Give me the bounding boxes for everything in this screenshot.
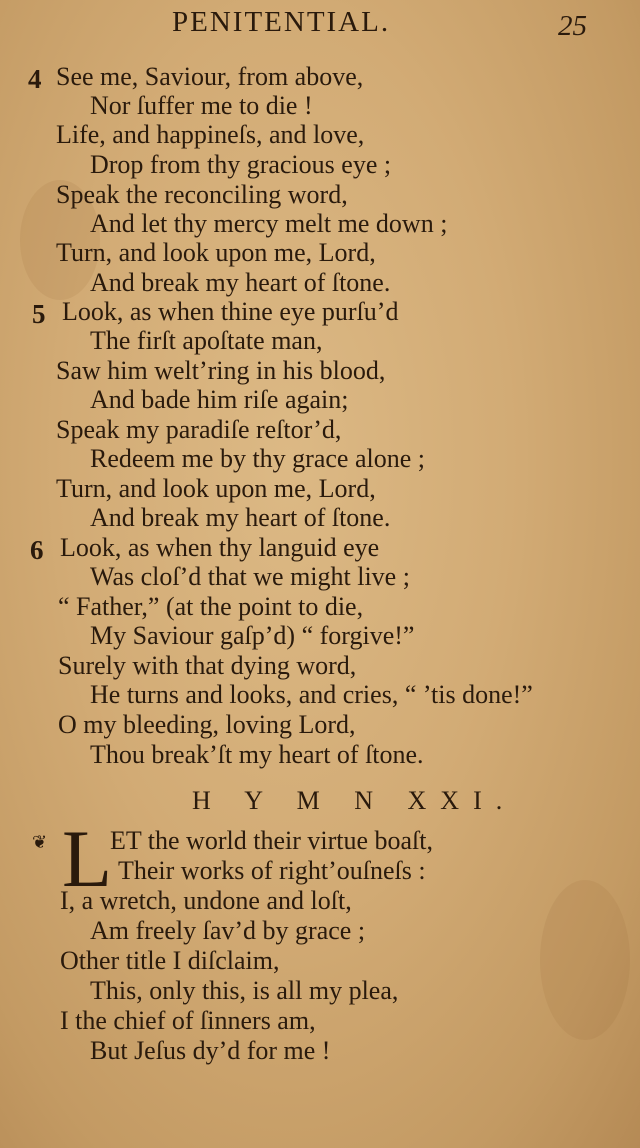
verse-line: Look, as when thy languid eye (60, 533, 380, 562)
stanza-number: 6 (30, 535, 44, 565)
verse-line: Was cloſ’d that we might live ; (90, 562, 410, 591)
verse-line: Life, and happineſs, and love, (56, 120, 365, 149)
hymn-title: H Y M N XXI. (192, 786, 517, 815)
verse-line: My Saviour gaſp’d) “ forgive!” (90, 621, 415, 650)
verse-line: And break my heart of ſtone. (90, 503, 391, 532)
stanza-number: 4 (28, 64, 42, 94)
verse-line: Speak the reconciling word, (56, 180, 348, 209)
verse-line: Look, as when thine eye purſu’d (62, 297, 399, 326)
verse-line: See me, Saviour, from above, (56, 62, 364, 91)
ornament-icon: ❦ (32, 832, 48, 852)
verse-line: Thou break’ſt my heart of ſtone. (90, 740, 424, 769)
verse-line: He turns and looks, and cries, “ ’tis done!” (90, 680, 533, 709)
verse-line: Nor ſuffer me to die ! (90, 91, 313, 120)
stanza-number: 5 (32, 299, 46, 329)
verse-line: Turn, and look upon me, Lord, (56, 474, 376, 503)
verse-line: Redeem me by thy grace alone ; (90, 444, 425, 473)
verse-line: Other title I diſclaim, (60, 946, 280, 975)
verse-line: I the chief of ſinners am, (60, 1006, 316, 1035)
verse-line: Saw him welt’ring in his blood, (56, 356, 386, 385)
verse-line: ET the world their virtue boaſt, (110, 826, 433, 855)
verse-line: O my bleeding, loving Lord, (58, 710, 356, 739)
verse-line: And break my heart of ſtone. (90, 268, 391, 297)
verse-line: Drop from thy gracious eye ; (90, 150, 392, 179)
verse-line: “ Father,” (at the point to die, (58, 592, 364, 621)
verse-line: Am freely ſav’d by grace ; (90, 916, 366, 945)
drop-cap: L (62, 813, 113, 904)
paper-stain (540, 880, 630, 1040)
verse-line: And let thy mercy melt me down ; (90, 209, 448, 238)
verse-line: Surely with that dying word, (58, 651, 357, 680)
verse-line: This, only this, is all my plea, (90, 976, 399, 1005)
verse-line: And bade him riſe again; (90, 385, 349, 414)
running-title: PENITENTIAL. (172, 6, 391, 38)
verse-line: The firſt apoſtate man, (90, 326, 323, 355)
verse-line: I, a wretch, undone and loſt, (60, 886, 352, 915)
verse-line: But Jeſus dy’d for me ! (90, 1036, 331, 1065)
verse-line: Turn, and look upon me, Lord, (56, 238, 376, 267)
page-number: 25 (558, 10, 587, 42)
verse-line: Their works of right’ouſneſs : (118, 856, 426, 885)
page-header (0, 4, 640, 44)
verse-line: Speak my paradiſe reſtor’d, (56, 415, 342, 444)
